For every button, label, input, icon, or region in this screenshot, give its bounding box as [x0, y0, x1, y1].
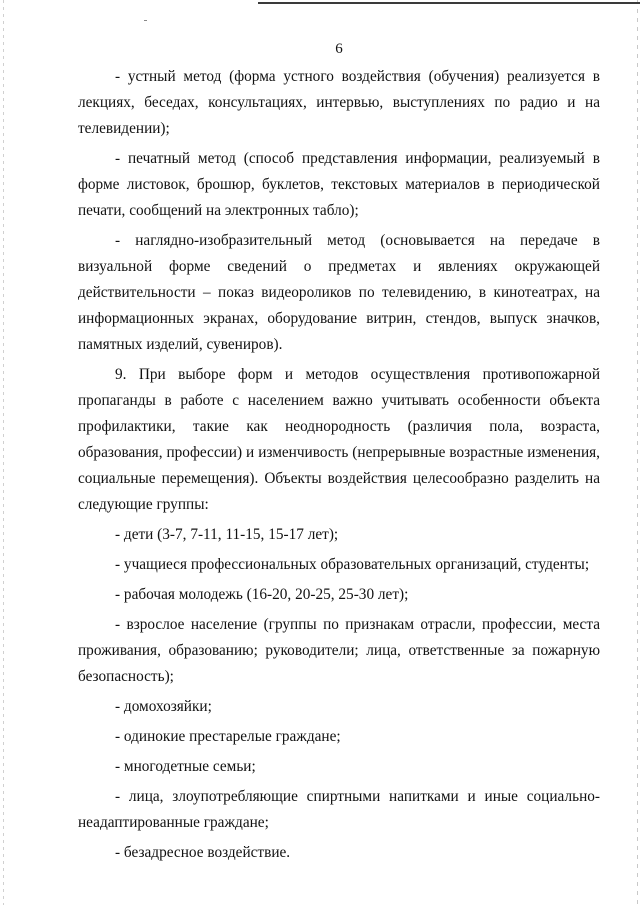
- list-item-maladjusted: - лица, злоупотребляющие спиртными напитками и иные социально-неадаптированные граждане;: [78, 788, 600, 831]
- scan-edge-left: [3, 0, 4, 905]
- paragraph-oral-method: - устный метод (форма устного воздействия (обучения) реализуется в лекциях, беседах, консультациях, интервью, выступлениях по радио и на телевидении);: [78, 68, 600, 137]
- list-item-elderly: - одинокие престарелые граждане;: [115, 728, 341, 745]
- page-number: 6: [335, 41, 343, 57]
- list-item-working-youth: - рабочая молодежь (16-20, 20-25, 25-30 лет);: [115, 586, 409, 603]
- document-page: [78, 38, 600, 870]
- list-item-children: - дети (3-7, 7-11, 11-15, 15-17 лет);: [115, 526, 339, 543]
- scan-edge-right: [637, 0, 638, 905]
- list-item-large-families: - многодетные семьи;: [115, 758, 256, 775]
- scan-mark: [144, 20, 147, 21]
- paragraph-print-method: - печатный метод (способ представления информации, реализуемый в форме листовок, брошюр, буклетов, текстовых материалов в периодической печати, сообщений на электронных табло);: [78, 150, 600, 219]
- list-item-housewives: - домохозяйки;: [115, 698, 212, 715]
- paragraph-section-9: 9. При выборе форм и методов осуществления противопожарной пропаганды в работе с населением важно учитывать особенности объекта профилактики, такие как неоднородность (различия пола, возраста, образования, профессии) и изменчивость (непрерывные возрастные изменения, социальные перемещения). Объекты воздействия целесообразно разделить на следующие группы:: [78, 366, 600, 513]
- list-item-adults: - взрослое население (группы по признакам отрасли, профессии, места проживания, образованию; руководители; лица, ответственные за пожарную безопасность);: [78, 616, 600, 685]
- paragraph-visual-method: - наглядно-изобразительный метод (основывается на передаче в визуальной форме сведений о предметах и явлениях окружающей действительности – показ видеороликов по телевидению, в кинотеатрах, на информационных экранах, оборудование витрин, стендов, выпуск значков, памятных изделий, сувениров).: [78, 232, 600, 353]
- list-item-untargeted: - безадресное воздействие.: [115, 844, 291, 861]
- scan-top-line: [258, 2, 640, 4]
- list-item-students: - учащиеся профессиональных образовательных организаций, студенты;: [115, 556, 590, 573]
